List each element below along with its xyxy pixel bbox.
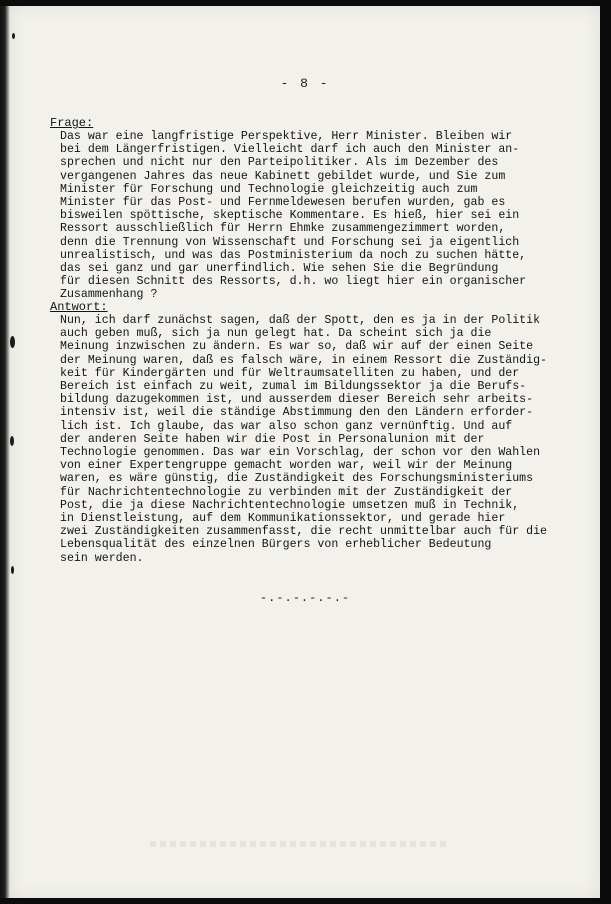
question-line: bisweilen spöttische, skeptische Kommentare. Es hieß, hier sei ein — [60, 209, 520, 223]
answer-text — [50, 314, 570, 565]
question-line: das sei ganz und gar unerfindlich. Wie sehen Sie die Begründung — [60, 262, 499, 276]
document-page — [10, 6, 600, 898]
question-line: denn die Trennung von Wissenschaft und Forschung sei ja eigentlich — [60, 235, 520, 249]
faint-bleed-through — [150, 841, 450, 847]
answer-line: sein werden. — [60, 551, 144, 565]
end-mark: -.-.-.-.-.- — [259, 591, 351, 605]
answer-line: lich ist. Ich glaube, das war also schon ganz vernünftig. Und auf — [60, 419, 513, 433]
answer-line: Bereich ist einfach zu weit, zumal im Bildungssektor ja die Berufs- — [60, 380, 527, 394]
question-line: für diesen Schnitt des Ressorts, d.h. wo liegt hier ein organischer — [60, 275, 527, 289]
answer-line: bildung dazugekommen ist, und ausserdem dieser Bereich sehr arbeits- — [60, 393, 534, 407]
question-line: sprechen und nicht nur den Parteipolitiker. Als im Dezember des — [60, 156, 499, 170]
answer-line: der anderen Seite haben wir die Post in Personalunion mit der — [60, 432, 485, 446]
answer-label: Antwort: — [50, 300, 108, 314]
question-line: Das war eine langfristige Perspektive, Herr Minister. Bleiben wir — [60, 130, 513, 143]
answer-block — [50, 300, 570, 565]
question-line: Minister für Forschung und Technologie gleichzeitig auch zum — [60, 182, 478, 196]
page-number: - 8 - — [280, 76, 330, 91]
answer-line: Nun, ich darf zunächst sagen, daß der Spott, den es ja in der Politik — [60, 314, 541, 327]
question-block — [50, 116, 570, 302]
answer-line: in Dienstleistung, auf dem Kommunikationssektor, und gerade hier — [60, 512, 506, 526]
answer-line: für Nachrichtentechnologie zu verbinden mit der Zuständigkeit der — [60, 485, 513, 499]
answer-line: Post, die ja diese Nachrichtentechnologie umsetzen muß in Technik, — [60, 498, 520, 512]
scan-left-edge — [0, 6, 10, 898]
answer-line: zwei Zuständigkeiten zusammenfasst, die recht unmittelbar auch für die — [60, 525, 548, 539]
scan-speck — [10, 336, 15, 348]
question-line: Zusammenhang ? — [60, 288, 158, 302]
answer-line: der Meinung waren, daß es falsch wäre, in einem Ressort die Zuständig- — [60, 353, 548, 367]
scan-speck — [12, 33, 15, 39]
question-line: bei dem Längerfristigen. Vielleicht darf ich auch den Minister an- — [60, 143, 520, 157]
answer-line: waren, es wäre günstig, die Zuständigkeit des Forschungsministeriums — [60, 472, 534, 486]
question-line: unrealistisch, und was das Postministerium da noch zu suchen hätte, — [60, 248, 527, 262]
question-label: Frage: — [50, 116, 94, 130]
question-line: vergangenen Jahres das neue Kabinett gebildet wurde, und Sie zum — [60, 169, 506, 183]
answer-line: Lebensqualität des einzelnen Bürgers von erheblicher Bedeutung — [60, 538, 492, 552]
answer-line: Meinung inzwischen zu ändern. Es war so, daß wir auf der einen Seite — [60, 340, 534, 354]
question-line: Ressort ausschließlich für Herrn Ehmke zusammengezimmert worden, — [60, 222, 506, 236]
answer-line: intensiv ist, weil die ständige Abstimmung den den Ländern erforder- — [60, 406, 534, 420]
answer-line: von einer Expertengruppe gemacht worden war, weil wir der Meinung — [60, 459, 513, 473]
scan-speck — [11, 566, 14, 574]
question-text — [50, 130, 570, 302]
answer-line: auch geben muß, sich ja nun gelegt hat. Da scheint sich ja die — [60, 327, 492, 341]
question-line: Minister für das Post- und Fernmeldewesen berufen wurden, gab es — [60, 196, 506, 210]
scan-speck — [10, 436, 14, 446]
answer-line: Technologie genommen. Das war ein Vorschlag, der schon vor den Wahlen — [60, 446, 541, 460]
answer-line: keit für Kindergärten und für Weltraumsatelliten zu haben, und der — [60, 366, 520, 380]
